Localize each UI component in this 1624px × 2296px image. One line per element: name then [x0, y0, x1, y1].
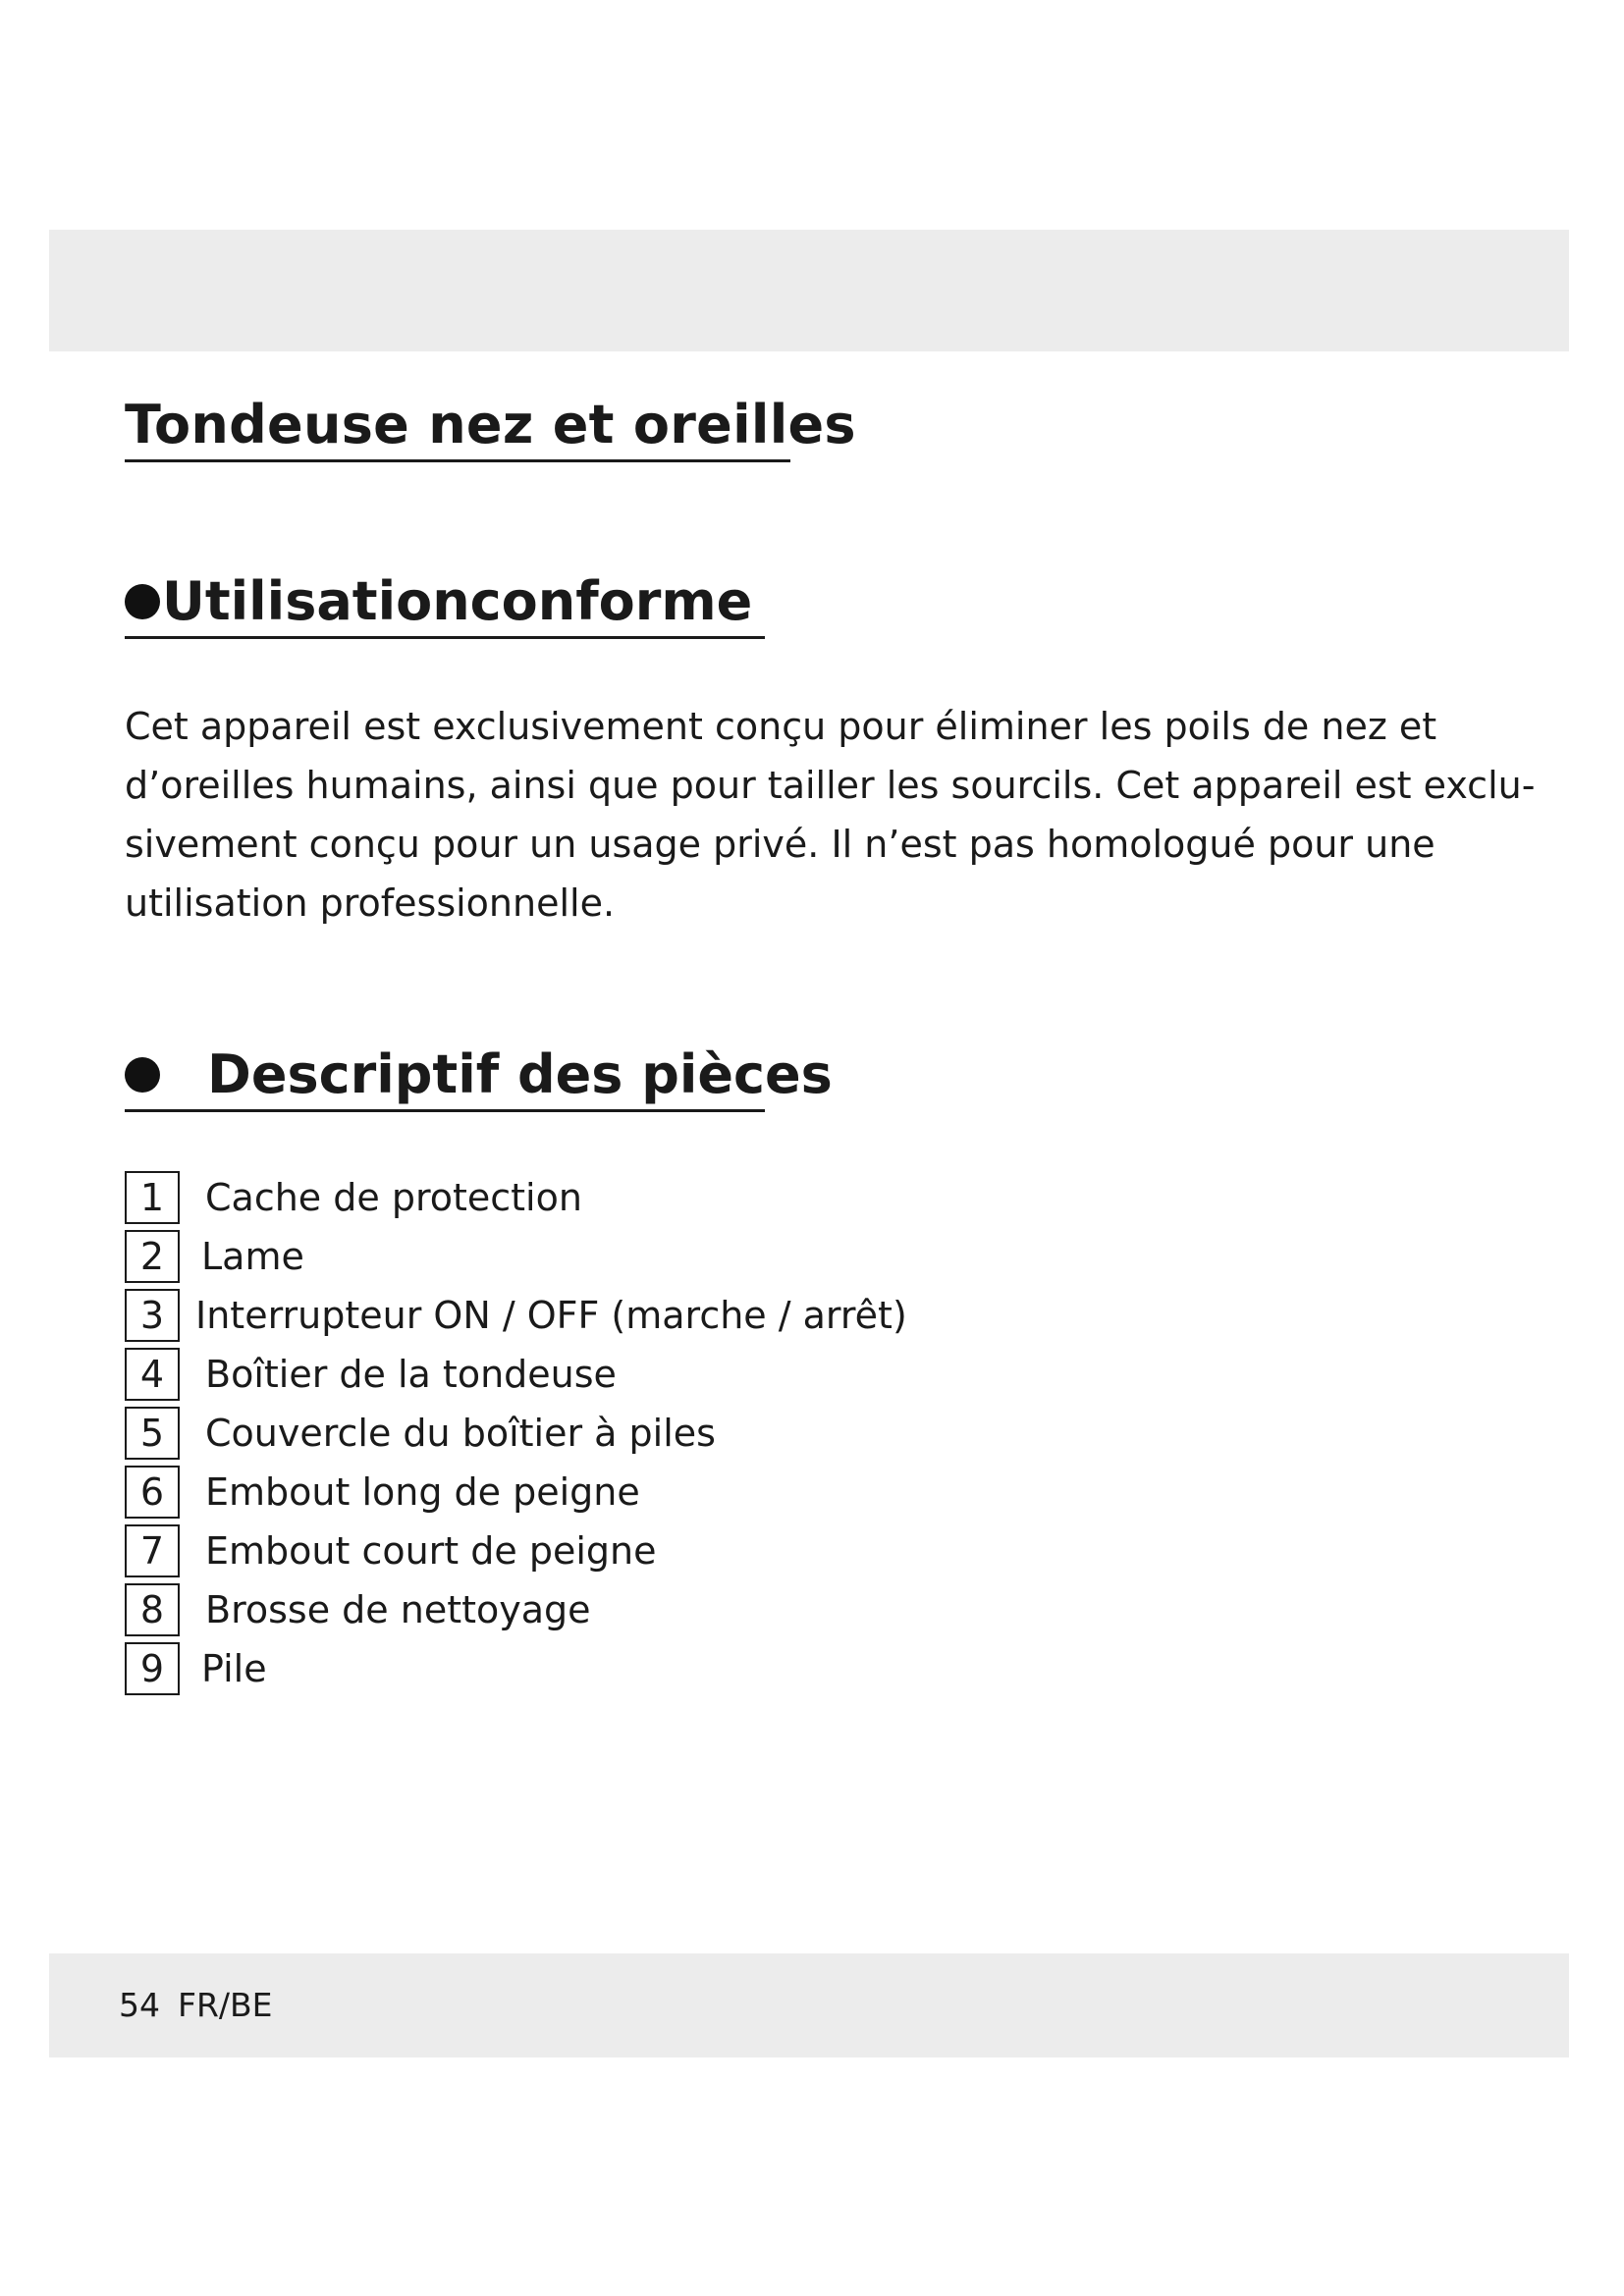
- part-label: Embout court de peigne: [205, 1529, 657, 1573]
- part-number-box: 1: [125, 1171, 180, 1224]
- section-heading-label: Utilisationconforme: [162, 570, 753, 632]
- part-item-6: [125, 1463, 640, 1522]
- part-number-box: 3: [125, 1289, 180, 1342]
- part-label: Couvercle du boîtier à piles: [205, 1412, 716, 1455]
- intended-use-paragraph: [125, 697, 1536, 933]
- part-number-box: 8: [125, 1583, 180, 1636]
- part-label: Lame: [201, 1235, 304, 1278]
- bullet-icon: [125, 584, 160, 619]
- part-number-box: 9: [125, 1642, 180, 1695]
- page-footer: [119, 1986, 273, 2025]
- header-band: [49, 230, 1569, 351]
- paragraph-line: Cet appareil est exclusivement conçu pour éliminer les poils de nez et: [125, 705, 1437, 748]
- document-title: Tondeuse nez et oreilles: [125, 394, 856, 455]
- section-heading-label: Descriptif des pièces: [207, 1043, 833, 1105]
- part-label: Brosse de nettoyage: [205, 1588, 591, 1631]
- part-number-box: 5: [125, 1407, 180, 1460]
- part-item-8: [125, 1580, 591, 1639]
- part-item-2: [125, 1227, 304, 1286]
- paragraph-line: sivement conçu pour un usage privé. Il n’est pas homologué pour une: [125, 823, 1435, 866]
- part-item-5: [125, 1404, 716, 1463]
- page-number: 54: [119, 1986, 160, 2024]
- part-number-box: 2: [125, 1230, 180, 1283]
- paragraph-line: d’oreilles humains, ainsi que pour tailler les sourcils. Cet appareil est exclu-: [125, 764, 1536, 807]
- section-heading-utilisation: [125, 565, 752, 638]
- part-label: Embout long de peigne: [205, 1470, 640, 1514]
- part-item-3: [125, 1286, 907, 1345]
- title-underline: [125, 459, 790, 462]
- part-label: Pile: [201, 1647, 267, 1690]
- part-item-1: [125, 1168, 582, 1227]
- part-number-box: 4: [125, 1348, 180, 1401]
- paragraph-line: utilisation professionnelle.: [125, 881, 616, 925]
- part-number-box: 6: [125, 1466, 180, 1519]
- heading-underline: [125, 1109, 765, 1112]
- bullet-icon: [125, 1057, 160, 1093]
- section-heading-parts: [125, 1039, 833, 1111]
- part-label: Interrupteur ON / OFF (marche / arrêt): [195, 1294, 907, 1337]
- part-item-4: [125, 1345, 617, 1404]
- language-code: FR/BE: [178, 1986, 273, 2024]
- part-label: Cache de protection: [205, 1176, 582, 1219]
- footer-band: [49, 1953, 1569, 2057]
- heading-underline: [125, 636, 765, 639]
- part-item-9: [125, 1639, 267, 1698]
- part-number-box: 7: [125, 1524, 180, 1577]
- part-item-7: [125, 1522, 657, 1580]
- part-label: Boîtier de la tondeuse: [205, 1353, 617, 1396]
